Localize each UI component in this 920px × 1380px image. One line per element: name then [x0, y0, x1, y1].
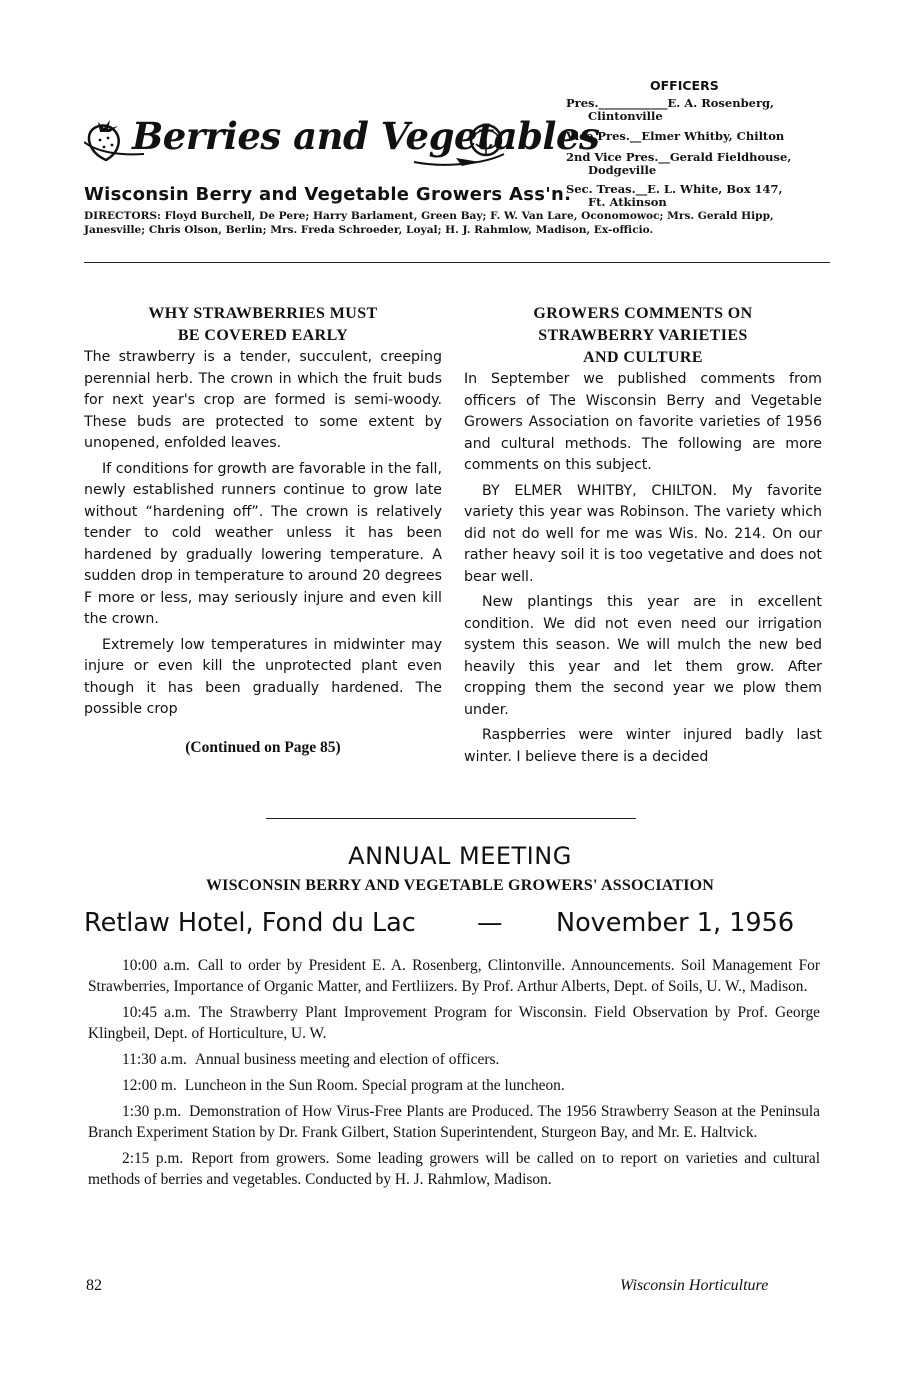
right-article-paragraph-2: BY ELMER WHITBY, CHILTON. My favorite variety this year was Robinson. The variety which did not do well for me was Wis. No. 214. On our rather heavy soil it is too vegetative and does not bear well. — [464, 482, 822, 585]
schedule-text: Call to order by President E. A. Rosenberg, Clintonville. Announcements. Soil Management For Strawberries, Importance of Organic Matter, and Fertliizers. By Prof. Arthur Alberts, Dept. of Soils, U. W., Madison. — [88, 957, 820, 995]
officer-treasurer-city: Ft. Atkinson — [588, 195, 667, 209]
section-divider — [266, 818, 636, 819]
schedule-time: 2:15 p.m. — [122, 1150, 184, 1167]
schedule-text: Report from growers. Some leading growers will be called on to report on varieties and cultural methods of berries and vegetables. Conducted by H. J. Rahmlow, Madison. — [88, 1150, 820, 1188]
schedule-time: 10:45 a.m. — [122, 1004, 191, 1021]
article-strawberries-covered — [84, 303, 442, 757]
right-article-paragraph-3: New plantings this year are in excellent condition. We did not even need our irrigation system this season. We will mulch the new bed heavily this year and let them grow. After cropping them the second year we plow them under. — [464, 594, 822, 718]
meeting-venue: Retlaw Hotel, Fond du Lac — [84, 908, 416, 938]
masthead-divider — [84, 262, 830, 263]
schedule-time: 11:30 a.m. — [122, 1051, 187, 1068]
meeting-subtitle: WISCONSIN BERRY AND VEGETABLE GROWERS' ASSOCIATION — [205, 877, 715, 894]
right-article-paragraph-4: Raspberries were winter injured badly last winter. I believe there is a decided — [464, 727, 822, 765]
meeting-dash: — — [477, 908, 503, 938]
magazine-name: Wisconsin Horticulture — [620, 1277, 769, 1294]
meeting-venue-line — [84, 908, 836, 938]
schedule-item — [88, 1148, 820, 1190]
meeting-title: ANNUAL MEETING — [348, 842, 572, 870]
schedule-item — [88, 1049, 820, 1070]
association-name: Wisconsin Berry and Vegetable Growers Ass'n. — [84, 184, 572, 205]
right-article-paragraph-1: In September we published comments from officers of The Wisconsin Berry and Vegetable Growers Association on favorite varieties of 1956 and cultural methods. The following are more comments on this subject. — [464, 371, 822, 473]
schedule-text: Luncheon in the Sun Room. Special program at the luncheon. — [184, 1077, 565, 1094]
officer-second-vice-city: Dodgeville — [588, 163, 657, 177]
left-article-title-line-1: WHY STRAWBERRIES MUST — [148, 305, 378, 322]
officer-treasurer — [566, 183, 783, 209]
schedule-item — [88, 1002, 820, 1044]
continued-on-page-link: (Continued on Page 85) — [185, 738, 341, 756]
schedule-item — [88, 1101, 820, 1143]
officers-heading: OFFICERS — [650, 78, 719, 93]
left-article-paragraph-3: Extremely low temperatures in midwinter may injure or even kill the unprotected plant even though it has been gradually hardened. The possible crop — [84, 636, 442, 717]
officer-second-vice — [566, 151, 791, 177]
schedule-time: 1:30 p.m. — [122, 1103, 182, 1120]
schedule-item — [88, 1075, 820, 1096]
left-article-title-line-2: BE COVERED EARLY — [177, 327, 349, 344]
left-article-paragraph-1: The strawberry is a tender, succulent, creeping perennial herb. The crown in which the fruit buds for next year's crop are formed is semi-woody. These buds are protected to some extent by unopened, enfolded leaves. — [84, 349, 442, 451]
left-article-paragraph-2: If conditions for growth are favorable in the fall, newly established runners continue to grow late without “hardening off”. The crown is relatively tender to cold weather unless it has been hardened by gradually lowering temperature. A sudden drop in temperature to around 20 degrees F more or less, may seriously injure and even kill the crown. — [84, 460, 442, 627]
right-article-title-line-2: STRAWBERRY VARIETIES — [538, 327, 748, 344]
schedule-text: Demonstration of How Virus-Free Plants are Produced. The 1956 Strawberry Season at the Peninsula Branch Experiment Station by Dr. Frank Gilbert, Station Superintendent, Sturgeon Bay, and Mr. E. Haltvick. — [88, 1103, 820, 1141]
officer-president-text: Pres.____________E. A. Rosenberg, — [566, 96, 775, 110]
schedule-text: Annual business meeting and election of officers. — [194, 1051, 500, 1068]
meeting-schedule — [88, 955, 820, 1195]
officer-treasurer-text: Sec. Treas.__E. L. White, Box 147, — [566, 182, 783, 196]
officer-president-city: Clintonville — [588, 109, 663, 123]
page-number: 82 — [86, 1277, 102, 1294]
meeting-date: November 1, 1956 — [556, 908, 795, 938]
masthead-brand-title: Berries and Vegetables — [132, 114, 600, 158]
officer-president — [566, 97, 774, 123]
right-article-title-line-3: AND CULTURE — [583, 349, 703, 366]
right-article-title-line-1: GROWERS COMMENTS ON — [533, 305, 753, 322]
schedule-text: The Strawberry Plant Improvement Program for Wisconsin. Field Observation by Prof. George Klingbeil, Dept. of Horticulture, U. W. — [88, 1004, 820, 1042]
officer-second-vice-text: 2nd Vice Pres.__Gerald Fieldhouse, — [566, 150, 792, 164]
schedule-time: 12:00 m. — [122, 1077, 177, 1094]
schedule-item — [88, 955, 820, 997]
schedule-time: 10:00 a.m. — [122, 957, 190, 974]
article-growers-comments — [464, 303, 822, 768]
officer-vice-president: Vice Pres.__Elmer Whitby, Chilton — [566, 129, 785, 143]
masthead-logo — [84, 110, 600, 186]
directors-list: DIRECTORS: Floyd Burchell, De Pere; Harry Barlament, Green Bay; F. W. Van Lare, Oconomowoc; Mrs. Gerald Hipp, Janesville; Chris Olson, Berlin; Mrs. Freda Schroeder, Loyal; H. J. Rahmlow, Madison, Ex-officio. — [84, 210, 774, 236]
